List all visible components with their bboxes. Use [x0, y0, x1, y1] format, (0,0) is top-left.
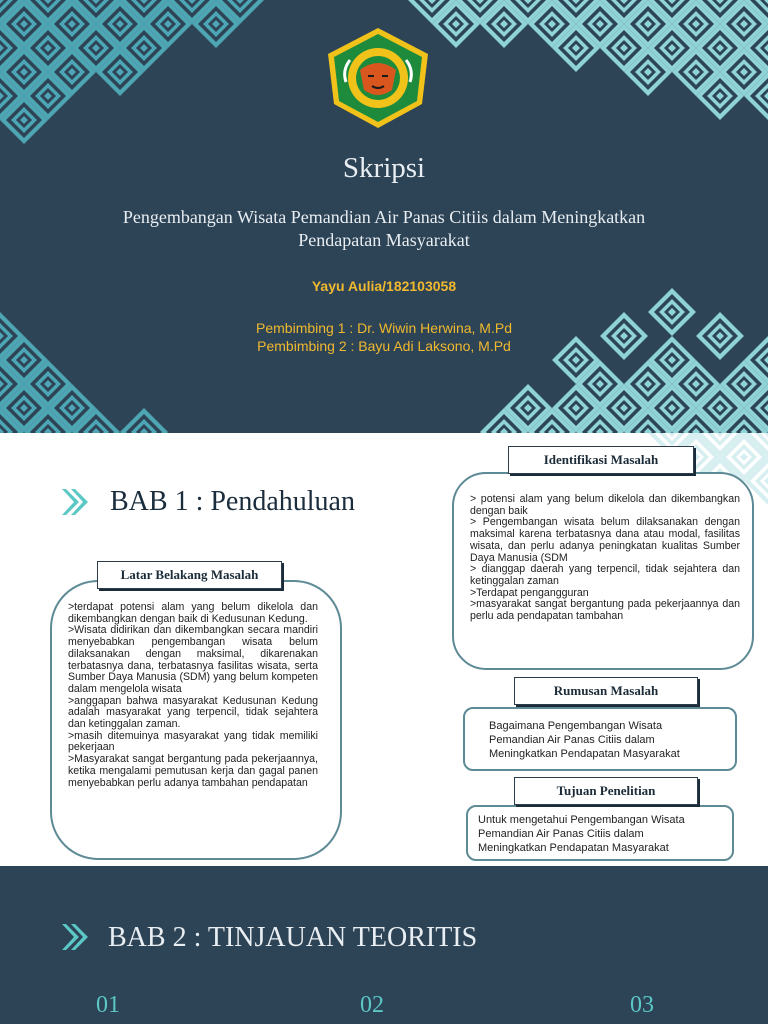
advisor-1: Pembimbing 1 : Dr. Wiwin Herwina, M.Pd	[256, 320, 512, 336]
identifikasi-label: Identifikasi Masalah	[508, 446, 694, 474]
double-chevron-right-icon	[60, 922, 88, 952]
bab2-heading: BAB 2 : TINJAUAN TEORITIS	[108, 922, 478, 953]
rumusan-label: Rumusan Masalah	[514, 677, 698, 705]
advisor-2: Pembimbing 2 : Bayu Adi Laksono, M.Pd	[257, 338, 511, 354]
slide-title: Skripsi	[342, 152, 426, 184]
section-number: 01	[96, 992, 120, 1018]
list-item: >anggapan bahwa masyarakat Kedusunan Kedung adalah masyarakat yang terpencil, tidak sejahtera dan ketinggalan zaman.	[68, 694, 318, 731]
identifikasi-box	[452, 472, 754, 670]
list-item: >terdapat potensi alam yang belum dikelola dan dikembangkan dengan baik di Kedusunan Kedung.	[68, 601, 318, 625]
title-slide	[0, 0, 768, 433]
latar-belakang-label: Latar Belakang Masalah	[97, 561, 282, 589]
list-item: >Terdapat pengangguran	[470, 586, 589, 599]
list-item: > Pengembangan wisata belum dilaksanakan dengan maksimal karena terbatasnya dana atau modal, fasilitas wisata, dan perlu adanya peningkatan kualitas Sumber Daya Manusia (SDM	[470, 516, 740, 564]
tujuan-text: Untuk mengetahui Pengembangan Wisata Pemandian Air Panas Citiis dalam Meningkatkan Pendapatan Masyarakat	[478, 814, 685, 854]
list-item: > dianggap daerah yang terpencil, tidak sejahtera dan ketinggalan zaman	[470, 563, 740, 587]
rumusan-box	[463, 707, 737, 771]
universitas-siliwangi-logo	[322, 26, 434, 130]
list-item: >Wisata didirikan dan dikembangkan secara mandiri menyebabkan pengembangan wisata belum dilaksanakan dengan maksimal, dikarenakan terbatasnya dana, terbatasnya fasilitas wisata, serta Sumber Daya Manusia (SDM) yang belum kompeten dalam mengelola wisata	[68, 624, 318, 695]
list-item: >masih ditemuinya masyarakat yang tidak memiliki pekerjaan	[68, 729, 318, 754]
list-item: > potensi alam yang belum dikelola dan dikembangkan dengan baik	[470, 493, 740, 517]
section-number: 02	[360, 992, 384, 1018]
tujuan-box	[466, 805, 734, 861]
rumusan-text: Bagaimana Pengembangan Wisata Pemandian Air Panas Citiis dalam Meningkatkan Pendapatan Masyarakat	[489, 720, 680, 760]
list-item: >Masyarakat sangat bergantung pada pekerjaannya, ketika mengalami pemutusan kerja dan gagal panen menyebabkan perlu adanya tambahan pendapatan	[68, 753, 318, 789]
list-item: >masyarakat sangat bergantung pada pekerjaannya dan perlu ada pendapatan tambahan	[470, 598, 740, 623]
tujuan-label: Tujuan Penelitian	[514, 777, 698, 805]
latar-belakang-box	[50, 580, 342, 860]
author-name: Yayu Aulia/182103058	[311, 278, 457, 294]
section-number: 03	[630, 992, 654, 1018]
bab1-heading: BAB 1 : Pendahuluan	[110, 486, 355, 517]
double-chevron-right-icon	[60, 487, 88, 517]
thesis-subtitle: Pengembangan Wisata Pemandian Air Panas Citiis dalam Meningkatkan Pendapatan Masyarakat	[122, 207, 646, 250]
